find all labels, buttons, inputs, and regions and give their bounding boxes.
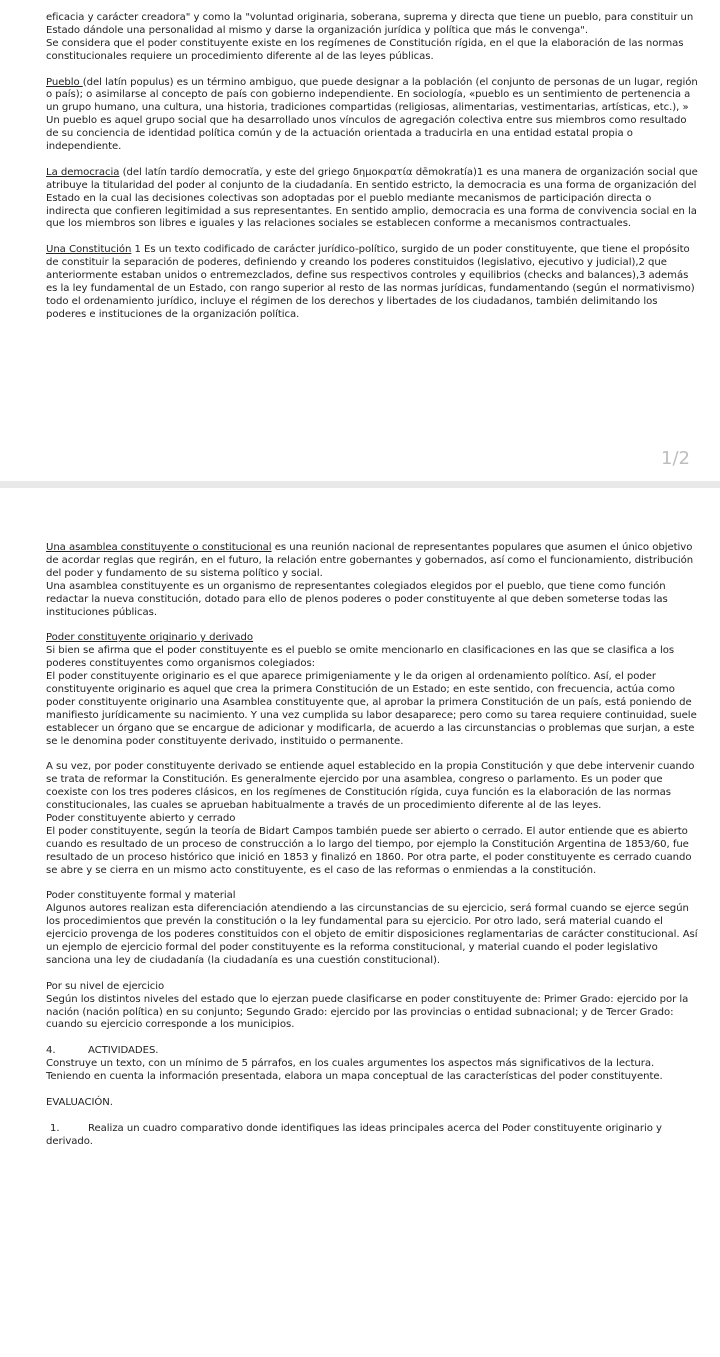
intro-paragraph: Se considera que el poder constituyente existe en los regímenes de Constitución rígida, en el que la elaboración de las normas constitucionales requiere un procedimiento diferente al de las leyes públicas. <box>46 37 684 62</box>
democracia-text: (del latín tardío democratĭa, y este del griego δημοκρατία dēmokratía)1 es una manera de organización social que atribuye la titularidad del poder al conjunto de la ciudadanía. En sentido estricto, la democracia es una forma de organización del Estado en la cual las decisiones colectivas son adoptadas por el pueblo mediante mecanismos de participación directa o indirecta que confieren legitimidad a sus representantes. En sentido amplio, democracia es una forma de convivencia social en la que los miembros son libres e iguales y las relaciones sociales se establecen conforme a mecanismos contractuales. <box>46 166 698 230</box>
democracia-term: La democracia <box>46 166 120 178</box>
derivado-paragraph: A su vez, por poder constituyente derivado se entiende aquel establecido en la propia Constitución y que debe intervenir cuando se trata de reformar la Constitución. Es generalmente ejercido por una asamblea, congreso o parlamento. Es un poder que coexiste con los tres poderes clásicos, en los regímenes de Constitución rígida, cuya función es la elaboración de las normas constitucionales, las cuales se aprueban habitualmente a través de un procedimiento diferente al de las leyes. <box>46 761 695 812</box>
constitucion-term: Una Constitución <box>46 244 132 256</box>
actividades-number: 4. <box>46 1045 56 1057</box>
formal-heading: Poder constituyente formal y material <box>46 890 236 902</box>
asamblea-term: Una asamblea constituyente o constitucional <box>46 542 272 553</box>
originario-paragraph-2: El poder constituyente originario es el que aparece primigeniamente y le da origen al ordenamiento político. Así, el poder constituyente originario es aquel que crea la primera Constitución de un Estado; en este sentido, con frecuencia, actúa como poder constituyente originario una Asamblea constituyente que, al aprobar la primera Constitución de un país, está poniendo de manifiesto jurídicamente su nacimiento. Y una vez cumplida su labor desaparece; pero como su tarea requiere continuidad, suele establecer un órgano que se encargue de adicionar y modificarla, de acuerdo a las circunstancias o problemas que surjan, a este se le denomina poder constituyente derivado, instituido o permanente. <box>46 671 697 747</box>
page-indicator: 1/2 <box>661 448 690 469</box>
evaluacion-item <box>46 1123 698 1149</box>
abierto-paragraph: El poder constituyente, según la teoría de Bidart Campos también puede ser abierto o cerrado. El autor entiende que es abierto cuando es resultado de un proceso de construcción a lo largo del tiempo, por ejemplo la Constitución Argentina de 1853/60, fue resultado de un proceso histórico que inició en 1853 y finalizó en 1860. Por otra parte, el poder constituyente es cerrado cuando se abre y se cierra en un mismo acto constituyente, es el caso de las reformas o enmiendas a la constitución. <box>46 825 692 876</box>
pueblo-paragraph <box>46 77 698 116</box>
asamblea-paragraph-2: Una asamblea constituyente es un organismo de representantes colegiados elegidos por el pueblo, que tiene como función redactar la nueva constitución, dotado para ello de plenos poderes o poder constituyente al que deben someterse todas las instituciones públicas. <box>46 580 668 618</box>
evaluacion-heading: EVALUACIÓN. <box>46 1096 113 1108</box>
formal-paragraph: Algunos autores realizan esta diferenciación atendiendo a las circunstancias de su ejercicio, será formal cuando se ejerce según los procedimientos que prevén la constitución o la ley fundamental para su ejercicio. Por otro lado, será material cuando el ejercicio provenga de los poderes constituidos con el objeto de emitir disposiciones reglamentarias de carácter constitucional. Así un ejemplo de ejercicio formal del poder constituyente es la reforma constitucional, y material cuando el poder legislativo sanciona una ley de ciudadanía (la ciudadanía es una cuestión constitucional). <box>46 903 698 966</box>
originario-heading: Poder constituyente originario y derivado <box>46 632 254 644</box>
pueblo-text: (del latín populus) es un término ambiguo, que puede designar a la población (el conjunto de personas de un lugar, región o país); o asimilarse al concepto de país con gobierno independiente. En sociología, «pueblo es un sentimiento de pertenencia a un grupo humano, una cultura, una historia, tradiciones compartidas (religiosas, alimentarias, vestimentarias, artísticas, etc.), » <box>46 76 698 114</box>
democracia-paragraph <box>46 167 698 232</box>
nivel-paragraph: Según los distintos niveles del estado que lo ejerzan puede clasificarse en poder constituyente de: Primer Grado: ejercido por la nación (nación política) en su conjunto; Segundo Grado: ejercido por las provincias o entidad subnacional; y de Tercer Grado: cuando su ejercicio corresponde a los municipios. <box>46 993 689 1031</box>
asamblea-paragraph <box>46 542 698 581</box>
asamblea-text: es una reunión nacional de representantes populares que asumen el único objetivo de acordar reglas que regirán, en el futuro, la relación entre gobernantes y gobernados, así como el funcionamiento, distribución del poder y fundamento de su sistema político y social. <box>46 542 694 579</box>
abierto-heading: Poder constituyente abierto y cerrado <box>46 813 236 824</box>
originario-paragraph: Si bien se afirma que el poder constituyente es el pueblo se omite mencionarlo en clasificaciones en las que se clasifica a los poderes constituyentes como organismos colegiados: <box>46 645 675 670</box>
evaluacion-text: Realiza un cuadro comparativo donde identifiques las ideas principales acerca del Poder constituyente originario y derivado. <box>46 1122 662 1147</box>
evaluacion-number: 1. <box>50 1122 60 1134</box>
nivel-heading: Por su nivel de ejercicio <box>46 980 165 992</box>
pueblo-paragraph-2: Un pueblo es aquel grupo social que ha desarrollado unos vínculos de agregación colectiva entre sus miembros como resultado de su conciencia de identidad política común y de la actuación orientada a traducirla en una entidad estatal propia o independiente. <box>46 115 687 153</box>
actividades-paragraph: Construye un texto, con un mínimo de 5 párrafos, en los cuales argumentes los aspectos más significativos de la lectura. Teniendo en cuenta la información presentada, elabora un mapa conceptual de las características del poder constituyente. <box>46 1058 663 1083</box>
actividades-heading <box>46 1045 698 1058</box>
constitucion-paragraph <box>46 244 698 321</box>
actividades-title: ACTIVIDADES. <box>88 1045 159 1057</box>
pueblo-term: Pueblo <box>46 76 83 88</box>
document-page-2 <box>0 488 720 1357</box>
document-page-1 <box>0 0 720 481</box>
intro-paragraph: eficacia y carácter creadora" y como la "voluntad originaria, soberana, suprema y directa que tiene un pueblo, para constituir un Estado dándole una personalidad al mismo y darse la organización jurídica y política que más le convenga". <box>46 12 694 36</box>
constitucion-text: 1 Es un texto codificado de carácter jurídico-político, surgido de un poder constituyente, que tiene el propósito de constituir la separación de poderes, definiendo y creando los poderes constituidos (legislativo, ejecutivo y judicial),2 que anteriormente estaban unidos o entremezclados, define sus respectivos controles y equilibrios (checks and balances),3 además es la ley fundamental de un Estado, con rango superior al resto de las normas jurídicas, fundamentando (según el normativismo) todo el ordenamiento jurídico, incluye el régimen de los derechos y libertades de los ciudadanos, también delimitando los poderes e instituciones de la organización política. <box>46 244 695 320</box>
